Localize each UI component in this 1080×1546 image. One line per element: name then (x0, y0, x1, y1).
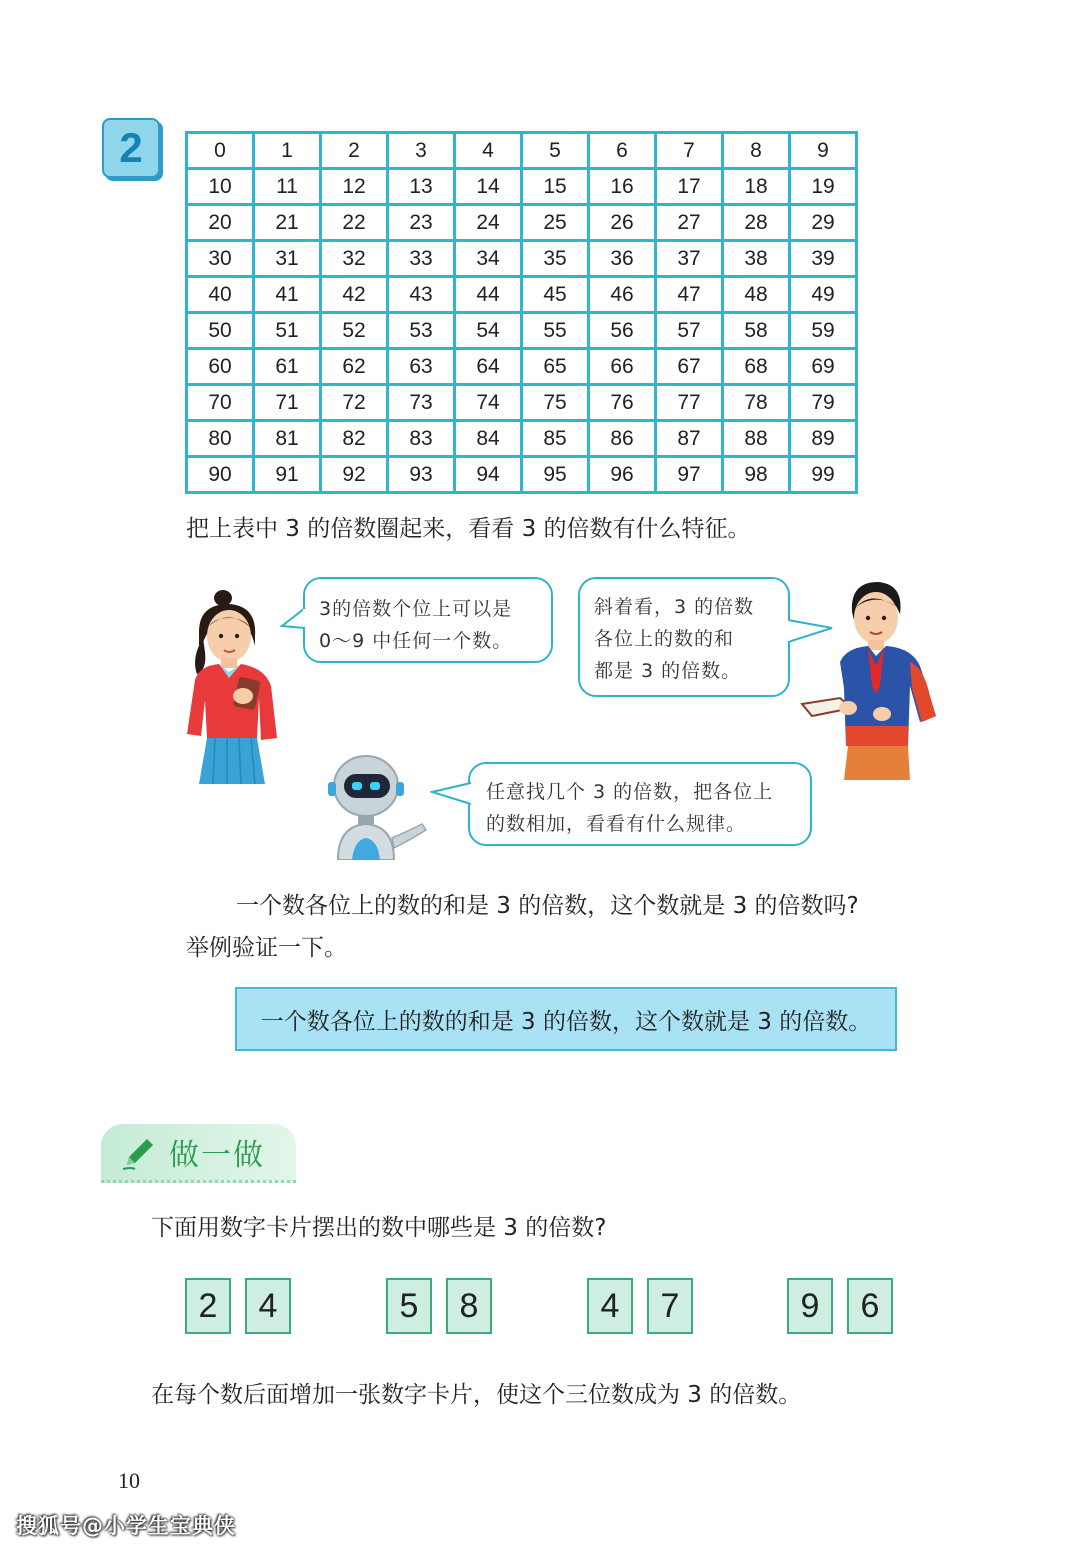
digit-card: 9 (787, 1278, 833, 1334)
table-cell: 0 (187, 133, 254, 169)
digit-card: 5 (386, 1278, 432, 1334)
digit-card: 7 (647, 1278, 693, 1334)
table-cell: 32 (321, 241, 388, 277)
robot-speech-bubble (468, 762, 812, 846)
table-cell: 13 (388, 169, 455, 205)
table-cell: 20 (187, 205, 254, 241)
table-cell: 67 (656, 349, 723, 385)
table-cell: 52 (321, 313, 388, 349)
table-cell: 75 (522, 385, 589, 421)
table-cell: 14 (455, 169, 522, 205)
table-cell: 11 (254, 169, 321, 205)
table-cell: 93 (388, 457, 455, 493)
watermark: 搜狐号@小学生宝典侠 (16, 1514, 236, 1538)
table-cell: 45 (522, 277, 589, 313)
example-number-badge: 2 (102, 118, 160, 178)
table-cell: 53 (388, 313, 455, 349)
exercise-prompt: 下面用数字卡片摆出的数中哪些是 3 的倍数? (151, 1215, 607, 1241)
table-cell: 10 (187, 169, 254, 205)
hundreds-table (185, 131, 858, 494)
question-line-2: 举例验证一下。 (186, 935, 347, 961)
bubble-line: 斜着看，3 的倍数 (594, 596, 755, 618)
table-cell: 12 (321, 169, 388, 205)
table-cell: 61 (254, 349, 321, 385)
table-cell: 72 (321, 385, 388, 421)
table-cell: 98 (723, 457, 790, 493)
table-cell: 73 (388, 385, 455, 421)
table-cell: 34 (455, 241, 522, 277)
table-cell: 60 (187, 349, 254, 385)
table-cell: 90 (187, 457, 254, 493)
section-title: 做一做 (169, 1138, 265, 1173)
girl-illustration (185, 588, 285, 788)
table-cell: 33 (388, 241, 455, 277)
table-cell: 70 (187, 385, 254, 421)
table-cell: 7 (656, 133, 723, 169)
card-group (185, 1278, 291, 1334)
exercise-followup: 在每个数后面增加一张数字卡片，使这个三位数成为 3 的倍数。 (151, 1382, 802, 1408)
table-cell: 50 (187, 313, 254, 349)
bubble-line: 的数相加，看看有什么规律。 (486, 813, 747, 835)
table-cell: 21 (254, 205, 321, 241)
table-cell: 65 (522, 349, 589, 385)
bubble-line: 都是 3 的倍数。 (594, 660, 742, 682)
table-cell: 58 (723, 313, 790, 349)
table-cell: 55 (522, 313, 589, 349)
digit-card: 4 (587, 1278, 633, 1334)
table-cell: 56 (589, 313, 656, 349)
table-cell: 30 (187, 241, 254, 277)
table-row (187, 385, 857, 421)
table-cell: 23 (388, 205, 455, 241)
table-cell: 4 (455, 133, 522, 169)
question-line-1: 一个数各位上的数的和是 3 的倍数，这个数就是 3 的倍数吗? (236, 893, 859, 919)
table-row (187, 169, 857, 205)
bubble-line: 任意找几个 3 的倍数，把各位上 (486, 781, 774, 803)
table-cell: 88 (723, 421, 790, 457)
table-cell: 1 (254, 133, 321, 169)
table-row (187, 241, 857, 277)
table-cell: 46 (589, 277, 656, 313)
table-cell: 76 (589, 385, 656, 421)
table-cell: 99 (790, 457, 857, 493)
table-cell: 54 (455, 313, 522, 349)
table-cell: 19 (790, 169, 857, 205)
conclusion-box: 一个数各位上的数的和是 3 的倍数，这个数就是 3 的倍数。 (235, 987, 897, 1051)
table-cell: 5 (522, 133, 589, 169)
table-cell: 48 (723, 277, 790, 313)
table-cell: 44 (455, 277, 522, 313)
card-group (787, 1278, 893, 1334)
table-cell: 80 (187, 421, 254, 457)
table-row (187, 457, 857, 493)
boy-speech-bubble (578, 577, 790, 697)
table-row (187, 421, 857, 457)
boy-illustration (800, 576, 945, 780)
table-cell: 74 (455, 385, 522, 421)
table-cell: 84 (455, 421, 522, 457)
table-cell: 16 (589, 169, 656, 205)
card-group (587, 1278, 693, 1334)
table-cell: 31 (254, 241, 321, 277)
table-row (187, 349, 857, 385)
table-cell: 85 (522, 421, 589, 457)
table-cell: 83 (388, 421, 455, 457)
table-row (187, 313, 857, 349)
table-cell: 39 (790, 241, 857, 277)
section-header (101, 1124, 296, 1183)
table-cell: 86 (589, 421, 656, 457)
table-cell: 57 (656, 313, 723, 349)
digit-card: 8 (446, 1278, 492, 1334)
table-cell: 63 (388, 349, 455, 385)
table-cell: 94 (455, 457, 522, 493)
table-cell: 9 (790, 133, 857, 169)
table-cell: 91 (254, 457, 321, 493)
table-cell: 49 (790, 277, 857, 313)
table-cell: 22 (321, 205, 388, 241)
table-row (187, 205, 857, 241)
table-cell: 89 (790, 421, 857, 457)
table-cell: 78 (723, 385, 790, 421)
table-cell: 29 (790, 205, 857, 241)
table-cell: 59 (790, 313, 857, 349)
table-cell: 36 (589, 241, 656, 277)
page-number: 10 (118, 1468, 140, 1493)
table-row (187, 133, 857, 169)
table-cell: 25 (522, 205, 589, 241)
table-cell: 24 (455, 205, 522, 241)
digit-card: 4 (245, 1278, 291, 1334)
table-cell: 64 (455, 349, 522, 385)
bubble-line: 0～9 中任何一个数。 (319, 630, 513, 652)
bubble-line: 各位上的数的和 (594, 628, 735, 650)
table-cell: 87 (656, 421, 723, 457)
table-cell: 92 (321, 457, 388, 493)
table-cell: 96 (589, 457, 656, 493)
table-cell: 77 (656, 385, 723, 421)
table-row (187, 277, 857, 313)
table-cell: 18 (723, 169, 790, 205)
table-cell: 28 (723, 205, 790, 241)
girl-speech-bubble (303, 577, 553, 663)
bubble-line: 3的倍数个位上可以是 (319, 598, 513, 620)
robot-bubble-tail (430, 780, 472, 808)
table-cell: 71 (254, 385, 321, 421)
card-group (386, 1278, 492, 1334)
table-cell: 66 (589, 349, 656, 385)
table-cell: 3 (388, 133, 455, 169)
table-cell: 81 (254, 421, 321, 457)
table-cell: 6 (589, 133, 656, 169)
table-cell: 82 (321, 421, 388, 457)
table-cell: 2 (321, 133, 388, 169)
table-cell: 37 (656, 241, 723, 277)
table-cell: 69 (790, 349, 857, 385)
digit-card: 6 (847, 1278, 893, 1334)
table-cell: 27 (656, 205, 723, 241)
table-cell: 38 (723, 241, 790, 277)
robot-illustration (326, 752, 434, 860)
table-cell: 42 (321, 277, 388, 313)
table-cell: 51 (254, 313, 321, 349)
table-cell: 95 (522, 457, 589, 493)
instruction-text: 把上表中 3 的倍数圈起来，看看 3 的倍数有什么特征。 (186, 516, 751, 542)
table-cell: 35 (522, 241, 589, 277)
table-cell: 43 (388, 277, 455, 313)
table-cell: 79 (790, 385, 857, 421)
table-cell: 41 (254, 277, 321, 313)
digit-card: 2 (185, 1278, 231, 1334)
table-cell: 40 (187, 277, 254, 313)
table-cell: 15 (522, 169, 589, 205)
pencil-icon (117, 1131, 159, 1173)
table-cell: 62 (321, 349, 388, 385)
girl-bubble-tail (280, 606, 306, 632)
table-cell: 26 (589, 205, 656, 241)
table-cell: 47 (656, 277, 723, 313)
table-cell: 97 (656, 457, 723, 493)
table-cell: 68 (723, 349, 790, 385)
table-cell: 8 (723, 133, 790, 169)
table-cell: 17 (656, 169, 723, 205)
